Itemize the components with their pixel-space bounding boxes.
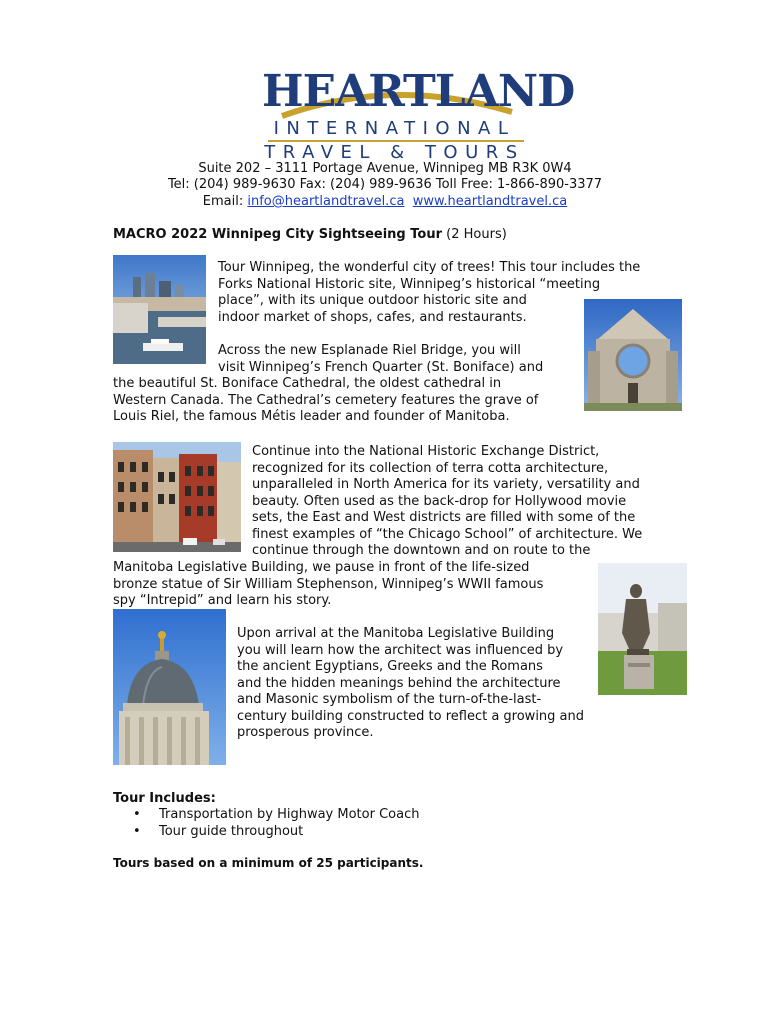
text-line: sets, the East and West districts are filled with some of the [252, 510, 636, 525]
text-line: visit Winnipeg’s French Quarter (St. Boniface) and [218, 359, 544, 375]
logo-international: INTERNATIONAL [273, 118, 516, 139]
text-line: bronze statue of Sir William Stephenson, Winnipeg’s WWII famous [113, 576, 544, 592]
text-line: beauty. Often used as the back-drop for Hollywood movie [252, 493, 627, 509]
statue-photo [598, 563, 687, 695]
text-line: spy “Intrepid” and learn his story. [113, 593, 332, 608]
website-link[interactable]: www.heartlandtravel.ca [412, 194, 568, 209]
email-link[interactable]: info@heartlandtravel.ca [247, 194, 405, 209]
text-line: Louis Riel, the famous Métis leader and founder of Manitoba. [113, 409, 510, 424]
exchange-paragraph-a [252, 444, 642, 560]
legislative-dome-photo [113, 609, 226, 765]
tour-includes-list [113, 807, 419, 840]
text-line: indoor market of shops, cafes, and restaurants. [218, 309, 527, 325]
contact-line [0, 194, 770, 211]
list-item: • Tour guide throughout [113, 824, 419, 841]
tour-duration: (2 Hours) [446, 227, 507, 242]
text-line: Upon arrival at the Manitoba Legislative Building [237, 626, 555, 641]
text-line: the beautiful St. Boniface Cathedral, the oldest cathedral in [113, 376, 502, 391]
cathedral-photo [584, 299, 682, 411]
tour-title [113, 227, 507, 244]
minimum-participants-note: Tours based on a minimum of 25 participants. [113, 856, 424, 870]
text-line: Continue into the National Historic Exchange District, [252, 444, 600, 459]
text-line: and the hidden meanings behind the architecture [237, 675, 561, 691]
text-line: Manitoba Legislative Building, we pause in front of the life-sized [113, 560, 530, 575]
cathedral-paragraph-b [113, 376, 538, 426]
text-line: recognized for its collection of terra cotta architecture, [252, 460, 609, 476]
exchange-paragraph-b [113, 560, 543, 610]
logo-travel-tours: TRAVEL & TOURS [264, 142, 525, 163]
logo-heartland: HEARTLAND [262, 66, 575, 117]
text-line: and Masonic symbolism of the turn-of-the-last- [237, 692, 542, 707]
text-line: finest examples of “the Chicago School” of architecture. We [252, 526, 643, 542]
text-line: place”, with its unique outdoor historic site and [218, 293, 527, 308]
email-label: Email: [202, 194, 244, 209]
text-line: Forks National Historic site, Winnipeg’s historical “meeting [218, 276, 601, 292]
text-line: Western Canada. The Cathedral’s cemetery features the grave of [113, 392, 539, 408]
text-line: continue through the downtown and on route to the [252, 543, 591, 558]
address-line: Suite 202 – 3111 Portage Avenue, Winnipeg MB R3K 0W4 [198, 161, 572, 176]
cathedral-paragraph-a [218, 343, 543, 376]
tour-includes-heading: Tour Includes: [113, 791, 216, 806]
text-line: the ancient Egyptians, Greeks and the Romans [237, 659, 543, 674]
forks-paragraph [218, 260, 640, 326]
exchange-district-photo [113, 442, 241, 552]
text-line: prosperous province. [237, 725, 374, 740]
forks-photo [113, 255, 206, 364]
text-line: you will learn how the architect was influenced by [237, 642, 564, 658]
text-line: unparalleled in North America for its variety, versatility and [252, 477, 640, 492]
text-line: Across the new Esplanade Riel Bridge, you will [218, 343, 521, 358]
phone-line: Tel: (204) 989-9630 Fax: (204) 989-9636 Toll Free: 1-866-890-3377 [167, 177, 603, 192]
legislative-paragraph [237, 626, 584, 742]
text-line: century building constructed to reflect a growing and [237, 708, 585, 724]
tour-title-main: MACRO 2022 Winnipeg City Sightseeing Tour [113, 227, 443, 242]
list-item: • Transportation by Highway Motor Coach [113, 807, 419, 824]
text-line: Tour Winnipeg, the wonderful city of trees! This tour includes the [218, 260, 641, 275]
